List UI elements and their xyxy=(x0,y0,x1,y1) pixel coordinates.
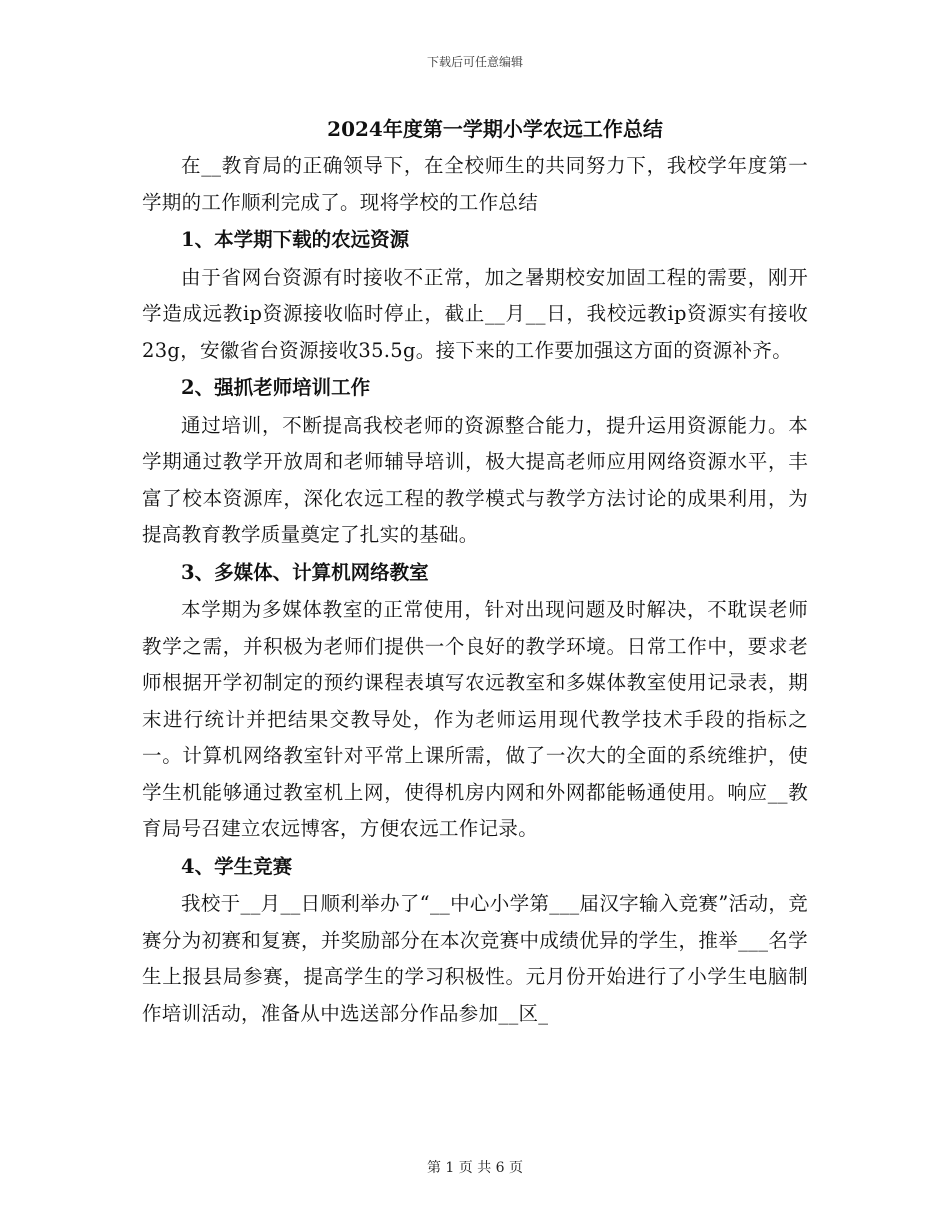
document-body xyxy=(142,113,808,1032)
document-title: 2024年度第一学期小学农远工作总结 xyxy=(327,117,663,141)
section-1-body: 由于省网台资源有时接收不正常，加之暑期校安加固工程的需要，刚开学造成远教ip资源接收临时停止，截止__月__日，我校远教ip资源实有接收23g，安徽省台资源接收35.5g。接下来的工作要加强这方面的资源补齐。 xyxy=(142,265,808,362)
section-2-heading: 2、强抓老师培训工作 xyxy=(181,376,371,399)
section-4-heading: 4、学生竞赛 xyxy=(181,854,293,878)
page-number: 第 1 页 共 6 页 xyxy=(426,1160,524,1176)
section-4-body: 我校于__月__日顺利举办了“__中心小学第___届汉字输入竞赛”活动，竞赛分为初赛和复赛，并奖励部分在本次竞赛中成绩优异的学生，推举___名学生上报县局参赛，提高学生的学习积极性。元月份开始进行了小学生电脑制作培训活动，准备从中选送部分作品参加__区_ xyxy=(142,892,808,1025)
intro-paragraph: 在__教育局的正确领导下，在全校师生的共同努力下，我校学年度第一学期的工作顺利完成了。现将学校的工作总结 xyxy=(142,154,808,214)
page-header-note: 下载后可任意编辑 xyxy=(426,55,523,69)
section-2-body: 通过培训，不断提高我校老师的资源整合能力，提升运用资源能力。本学期通过教学开放周和老师辅导培训，极大提高老师应用网络资源水平，丰富了校本资源库，深化农远工程的教学模式与教学方法讨论的成果利用，为提高教育教学质量奠定了扎实的基础。 xyxy=(142,413,808,546)
section-1-heading: 1、本学期下载的农远资源 xyxy=(181,228,410,251)
section-3-body: 本学期为多媒体教室的正常使用，针对出现问题及时解决，不耽误老师教学之需，并积极为老师们提供一个良好的教学环境。日常工作中，要求老师根据开学初制定的预约课程表填写农远教室和多媒体教室使用记录表，期末进行统计并把结果交教导处，作为老师运用现代教学技术手段的指标之一。计算机网络教室针对平常上课所需，做了一次大的全面的系统维护，使学生机能够通过教室机上网，使得机房内网和外网都能畅通使用。响应__教育局号召建立农远博客，方便农远工作记录。 xyxy=(142,598,808,840)
section-3-heading: 3、多媒体、计算机网络教室 xyxy=(181,560,429,584)
